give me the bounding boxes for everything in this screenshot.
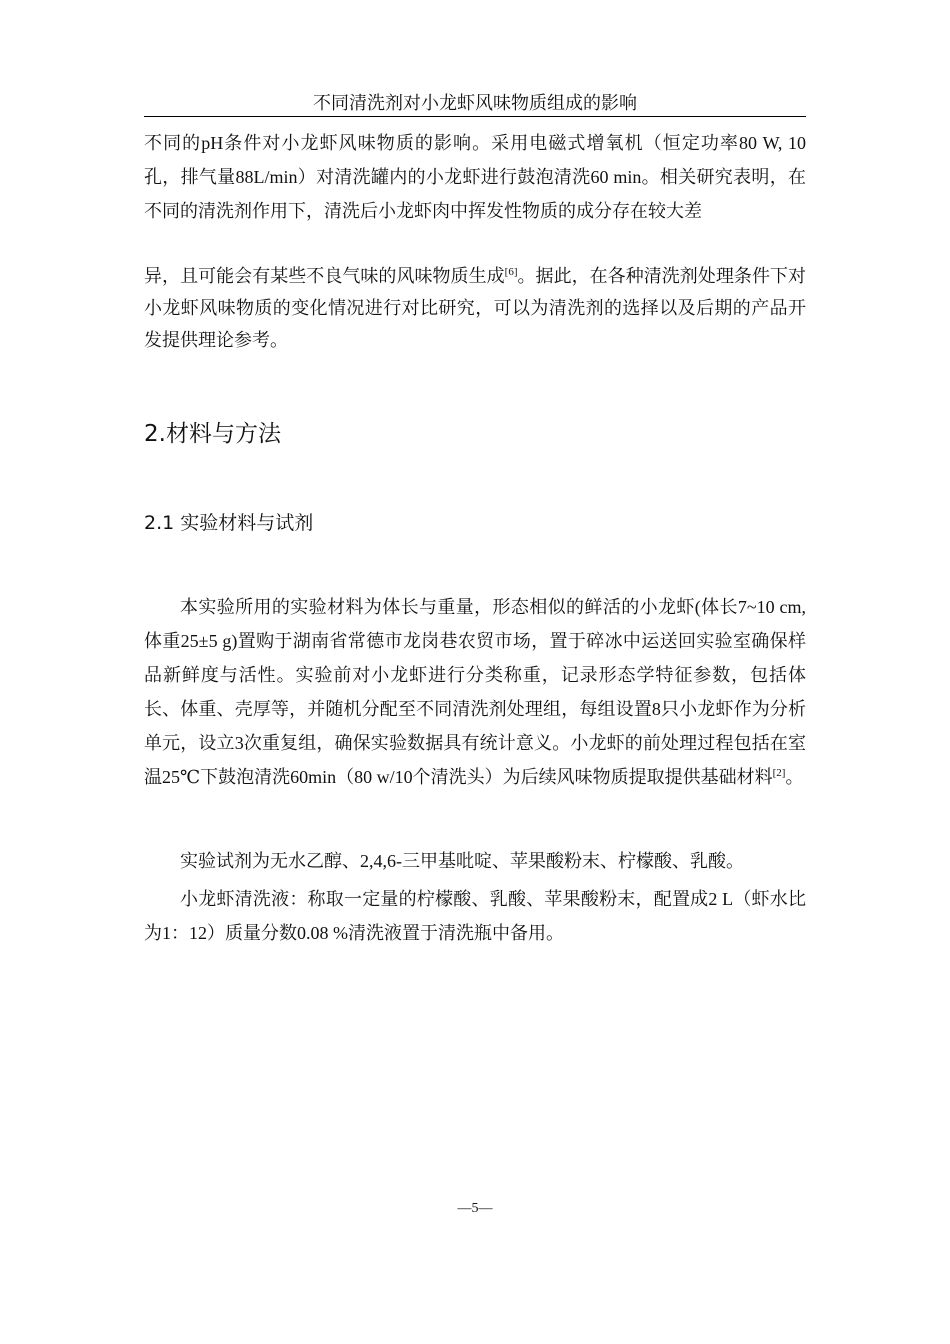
reagents-paragraph: [144, 846, 806, 876]
solution-paragraph: [144, 882, 806, 950]
materials-paragraph: [144, 590, 806, 794]
intro-paragraph-part2: [144, 260, 806, 356]
materials-text: 本实验所用的实验材料为体长与重量，形态相似的鲜活的小龙虾(体长7~10 cm, 体重25±5 g)置购于湖南省常德市龙岗巷农贸市场，置于碎冰中运送回实验室确保样品新鲜度与活性。实验前对小龙虾进行分类称重，记录形态学特征参数，包括体长、体重、壳厚等，并随机分配至不同清洗剂处理组，每组设置8只小龙虾作为分析单元，设立3次重复组，确保实验数据具有统计意义。小龙虾的前处理过程包括在室温25℃下鼓泡清洗60min（80 w/10个清洗头）为后续风味物质提取提供基础材料: [144, 597, 806, 787]
page-number: —5—: [457, 1201, 493, 1216]
solution-text: 小龙虾清洗液：称取一定量的柠檬酸、乳酸、苹果酸粉末，配置成2 L（虾水比为1：12）质量分数0.08 %清洗液置于清洗瓶中备用。: [144, 889, 806, 943]
citation-6: [6]: [504, 266, 518, 278]
section-heading: 2.材料与方法: [144, 421, 281, 447]
intro-text-part1: 不同的pH条件对小龙虾风味物质的影响。采用电磁式增氧机（恒定功率80 W, 10孔，排气量88L/min）对清洗罐内的小龙虾进行鼓泡清洗60 min。相关研究表明，在不同的清洗剂作用下，清洗后小龙虾肉中挥发性物质的成分存在较大差: [144, 133, 806, 221]
intro-paragraph-part1: [144, 126, 806, 228]
running-header: 不同清洗剂对小龙虾风味物质组成的影响: [144, 92, 806, 117]
intro-text-part2: 异，且可能会有某些不良气味的风味物质生成: [144, 266, 505, 286]
materials-end: 。: [785, 767, 804, 787]
citation-2: [2]: [772, 767, 786, 779]
reagents-text: 实验试剂为无水乙醇、2,4,6-三甲基吡啶、苹果酸粉末、柠檬酸、乳酸。: [180, 851, 744, 871]
intro-text-part3: 。据此，在各种清洗剂处理条件下对小龙虾风味物质的变化情况进行对比研究，可以为清洗剂的选择以及后期的产品开发提供理论参考。: [144, 266, 807, 350]
subsection-heading: 2.1 实验材料与试剂: [144, 512, 314, 534]
